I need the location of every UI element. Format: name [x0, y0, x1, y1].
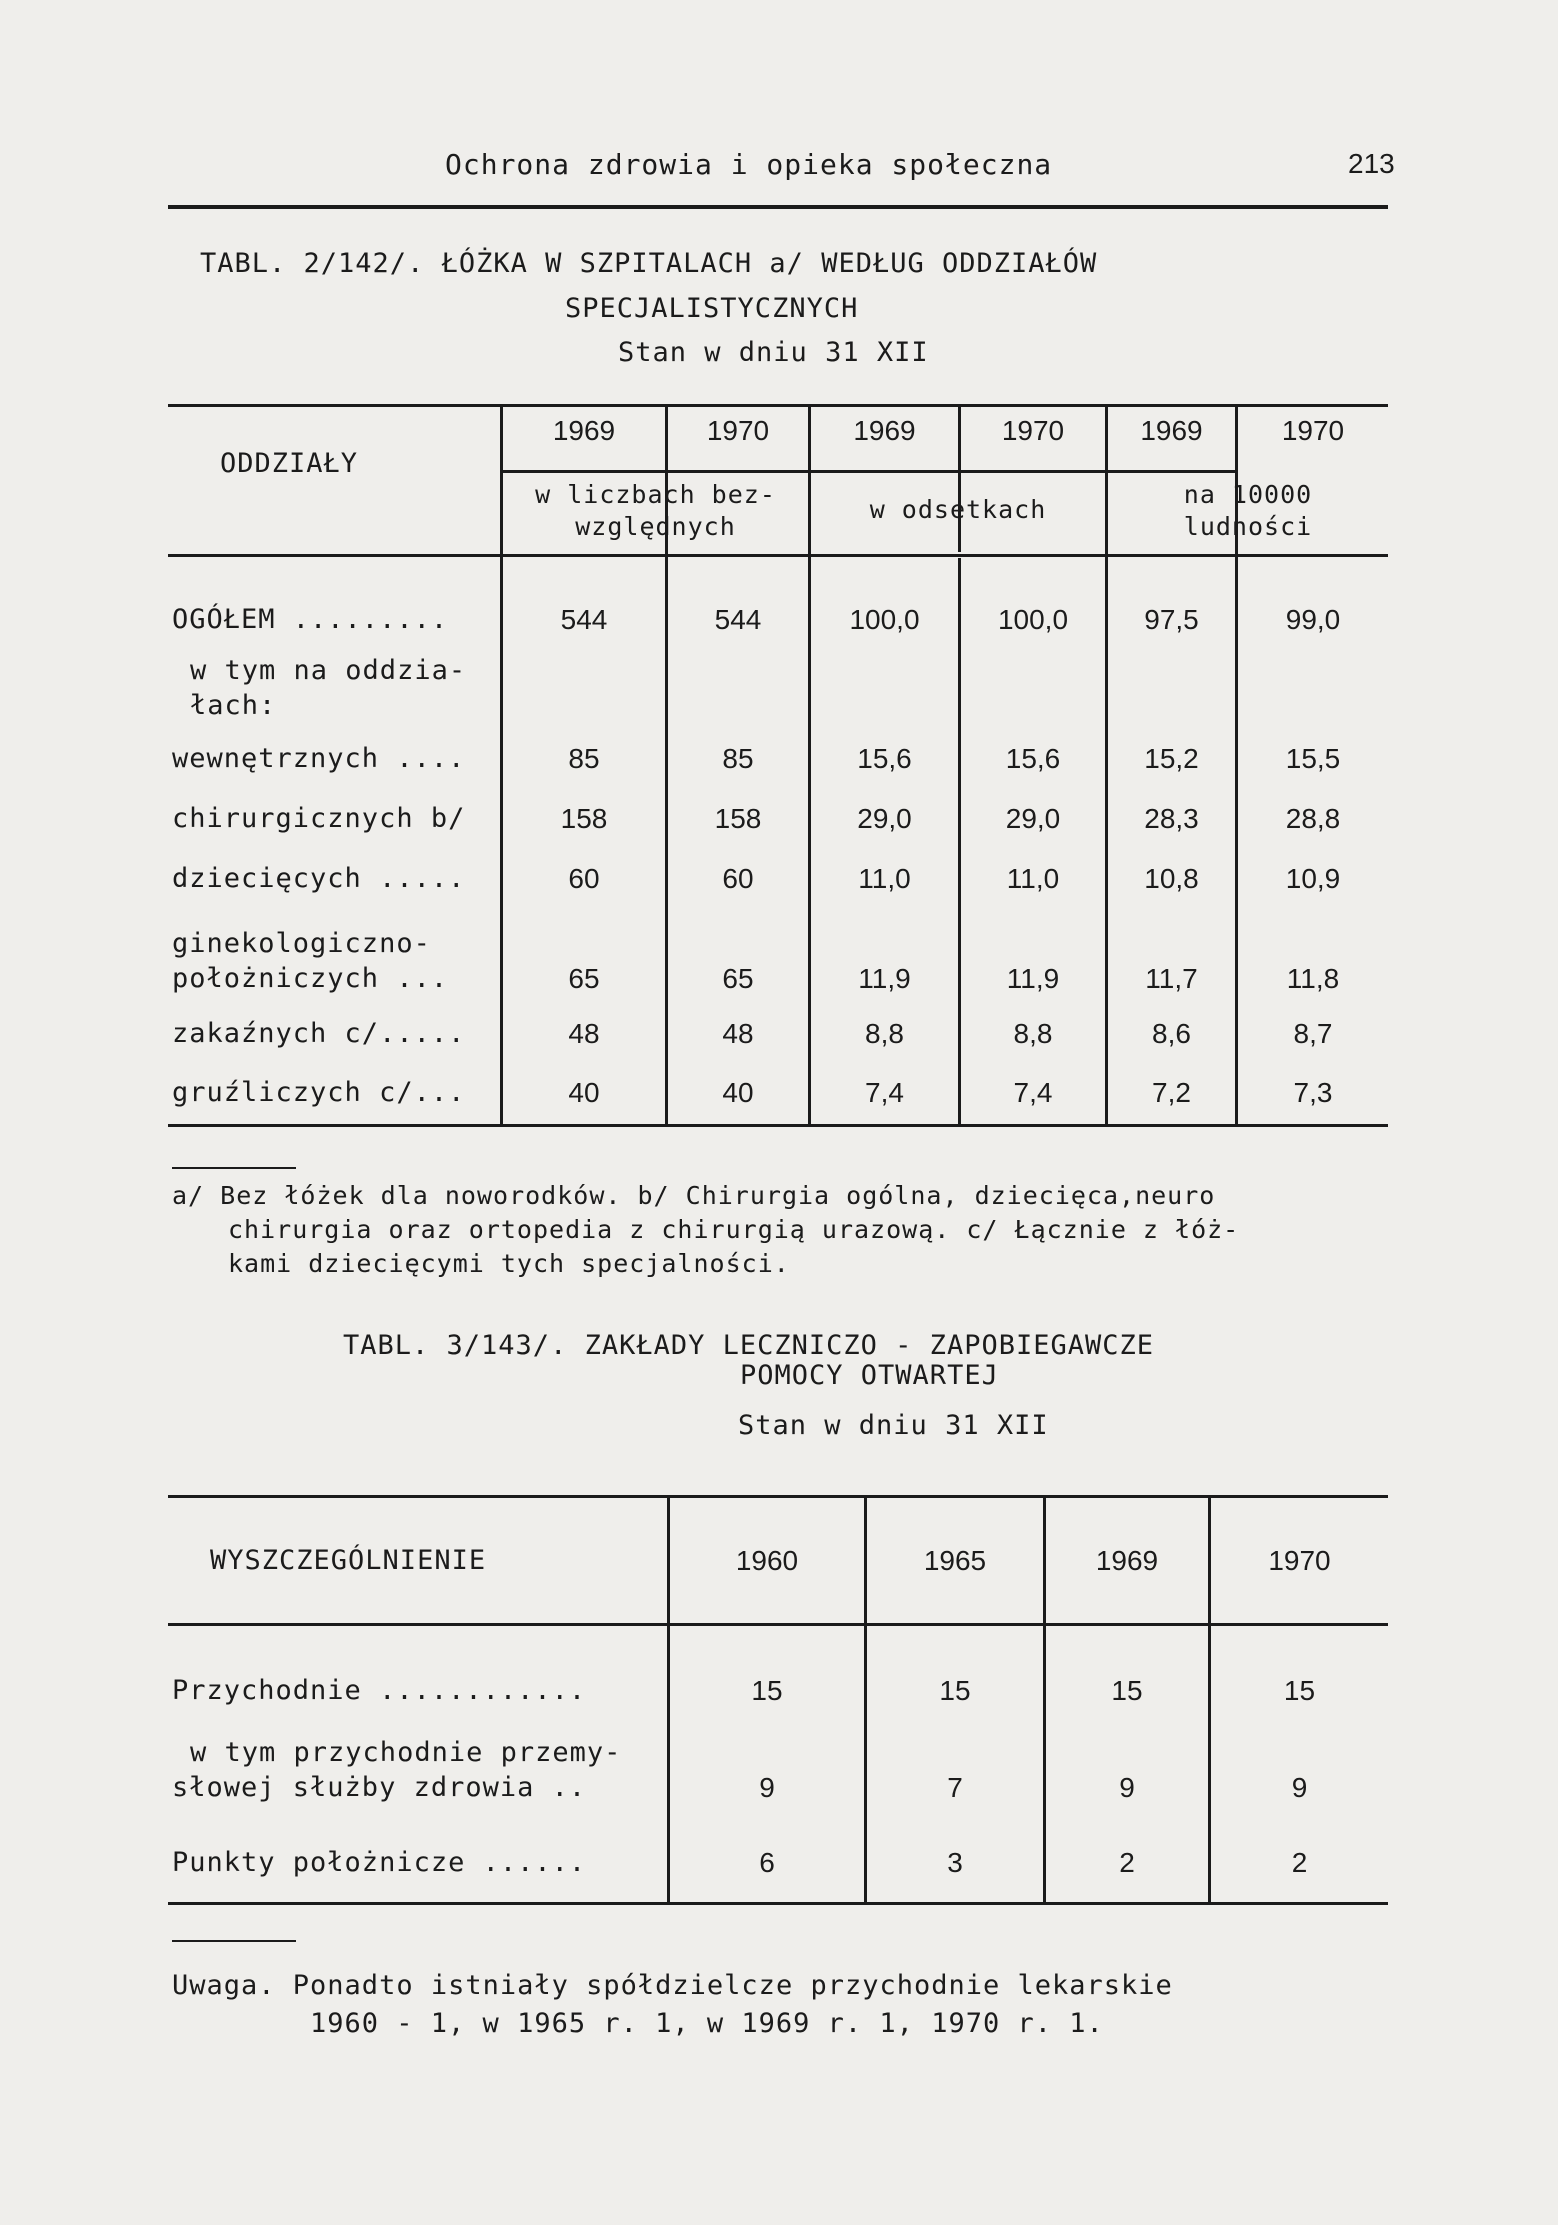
table2-row-label: słowej służby zdrowia ..: [172, 1772, 587, 1803]
running-title: Ochrona zdrowia i opieka społeczna: [445, 148, 1053, 181]
table2-stub-header: WYSZCZEGÓLNIENIE: [210, 1545, 487, 1576]
table1-cell: 60: [722, 863, 754, 894]
table1-total-value: 97,5: [1144, 604, 1199, 635]
table1-cell: 7,2: [1152, 1077, 1191, 1108]
table1-cell: 7,4: [865, 1077, 904, 1108]
table1-row-label: ginekologiczno-: [172, 928, 431, 959]
table1-cell: 15,2: [1144, 743, 1199, 774]
table1-row-label: wewnętrznych ....: [172, 743, 466, 774]
table2-cell: 9: [759, 1772, 775, 1803]
table1-cell: 7,4: [1013, 1077, 1053, 1108]
table2-cell: 3: [947, 1847, 963, 1878]
table1-row-label: zakaźnych c/.....: [172, 1018, 466, 1049]
table2-top-rule: [168, 1495, 1388, 1498]
table1-row-label: gruźliczych c/...: [172, 1077, 466, 1108]
table1-group-per-pop-line2: ludności: [1183, 512, 1313, 541]
table1-cell: 29,0: [1005, 803, 1061, 834]
table1-cell: 11,9: [858, 963, 911, 994]
table1-cell: 15,6: [857, 743, 912, 774]
table1-header-rule: [168, 554, 1388, 557]
table1-cell: 28,8: [1285, 803, 1341, 834]
table2-cell: 9: [1291, 1772, 1308, 1803]
table1-total-value: 99,0: [1285, 604, 1341, 635]
table2-row-label: Punkty położnicze ......: [172, 1847, 587, 1878]
table1-cell: 60: [568, 863, 600, 894]
table1-cell: 48: [722, 1018, 754, 1049]
table2-cell: 2: [1119, 1847, 1135, 1878]
table1-cell: 65: [722, 963, 754, 994]
table2-cell: 15: [939, 1675, 971, 1706]
page-number: 213: [1348, 148, 1395, 179]
table1-total-value: 544: [714, 604, 762, 635]
table1-cell: 11,0: [858, 863, 911, 894]
table1-top-rule: [168, 404, 1388, 407]
table1-row-label: dziecięcych .....: [172, 863, 466, 894]
note-rule: [172, 1940, 296, 1942]
table2-cell: 7: [947, 1772, 963, 1803]
table2-caption-line2: POMOCY OTWARTEJ: [740, 1360, 999, 1391]
table2-note-line2: 1960 - 1, w 1965 r. 1, w 1969 r. 1, 1970 r. 1.: [310, 2008, 1104, 2039]
table1-year: 1969: [552, 415, 616, 446]
table1-cell: 7,3: [1293, 1077, 1333, 1108]
table1-total-value: 544: [560, 604, 608, 635]
table2-caption-line3: Stan w dniu 31 XII: [738, 1410, 1049, 1441]
table1-row-label: położniczych ...: [172, 963, 449, 994]
table1-cell: 8,6: [1152, 1018, 1191, 1049]
table1-cell: 40: [568, 1077, 600, 1108]
table2-cell: 15: [1111, 1675, 1143, 1706]
table1-row-label: chirurgicznych b/: [172, 803, 466, 834]
table2-year: 1960: [735, 1545, 799, 1576]
table1-cell: 8,7: [1293, 1018, 1333, 1049]
table2-cell: 6: [759, 1847, 775, 1878]
table1-caption-line3: Stan w dniu 31 XII: [618, 337, 929, 368]
table2-cell: 15: [1283, 1675, 1316, 1706]
table2-row-label: w tym przychodnie przemy-: [190, 1737, 622, 1768]
table1-year: 1970: [1281, 415, 1345, 446]
table1-total-value: 100,0: [849, 604, 920, 635]
table1-total-label: OGÓŁEM .........: [172, 604, 449, 635]
table2-caption-line1: TABL. 3/143/. ZAKŁADY LECZNICZO - ZAPOBIEGAWCZE: [343, 1330, 1155, 1361]
table1-cell: 10,8: [1144, 863, 1199, 894]
table1-footnote-line2: chirurgia oraz ortopedia z chirurgią urazową. c/ Łącznie z łóż-: [228, 1215, 1240, 1244]
table1-cell: 11,8: [1286, 963, 1340, 994]
table1-year: 1970: [1001, 415, 1065, 446]
table1-cell: 158: [714, 803, 762, 834]
table2-row-label: Przychodnie ............: [172, 1675, 587, 1706]
table1-subheading-line2: łach:: [190, 690, 277, 721]
table1-cell: 8,8: [1013, 1018, 1053, 1049]
table1-group-per-pop-line1: na 10000: [1183, 480, 1313, 509]
table1-group-percent: w odsetkach: [869, 495, 1047, 524]
table1-cell: 29,0: [857, 803, 912, 834]
table1-group-absolute-line2: względnych: [575, 512, 736, 541]
table2-cell: 2: [1291, 1847, 1308, 1878]
table1-cell: 48: [568, 1018, 600, 1049]
table1-footnote-line1: a/ Bez łóżek dla noworodków. b/ Chirurgia ogólna, dziecięca,neuro: [172, 1181, 1216, 1210]
table1-cell: 15,5: [1285, 743, 1341, 774]
table1-year: 1969: [1140, 415, 1203, 446]
table1-total-value: 100,0: [997, 604, 1069, 635]
table1-cell: 11,9: [1006, 963, 1060, 994]
table1-stub-header: ODDZIAŁY: [220, 448, 359, 479]
table1-cell: 40: [722, 1077, 754, 1108]
table1-cell: 15,6: [1005, 743, 1061, 774]
table1-cell: 11,7: [1145, 963, 1198, 994]
table2-note-line1: Uwaga. Ponadto istniały spółdzielcze przychodnie lekarskie: [172, 1970, 1173, 2001]
table1-cell: 65: [568, 963, 600, 994]
table2-year: 1965: [923, 1545, 987, 1576]
table1-subheading-line1: w tym na oddzia-: [190, 655, 467, 686]
table1-caption-line2: SPECJALISTYCZNYCH: [565, 293, 859, 324]
header-rule: [168, 205, 1388, 209]
table1-footnote-line3: kami dziecięcymi tych specjalności.: [228, 1249, 790, 1278]
table1-cell: 158: [560, 803, 608, 834]
table1-bottom-rule: [168, 1124, 1388, 1127]
table2-cell: 15: [751, 1675, 783, 1706]
table2-bottom-rule: [168, 1902, 1388, 1905]
table1-cell: 11,0: [1006, 863, 1060, 894]
table1-caption-line1: TABL. 2/142/. ŁÓŻKA W SZPITALACH a/ WEDŁUG ODDZIAŁÓW: [200, 248, 1098, 279]
table1-cell: 85: [568, 743, 600, 774]
table2-cell: 9: [1119, 1772, 1135, 1803]
table1-cell: 28,3: [1144, 803, 1199, 834]
table2-year: 1970: [1268, 1545, 1331, 1576]
footnote-rule: [172, 1167, 296, 1169]
table1-cell: 10,9: [1285, 863, 1341, 894]
table1-cell: 8,8: [865, 1018, 904, 1049]
table1-year: 1969: [853, 415, 916, 446]
table2-header-rule: [168, 1623, 1388, 1626]
table2-year: 1969: [1095, 1545, 1159, 1576]
table1-year: 1970: [706, 415, 770, 446]
table1-cell: 85: [722, 743, 754, 774]
table1-year-rule: [500, 470, 1235, 473]
table1-group-absolute-line1: w liczbach bez-: [535, 480, 776, 509]
